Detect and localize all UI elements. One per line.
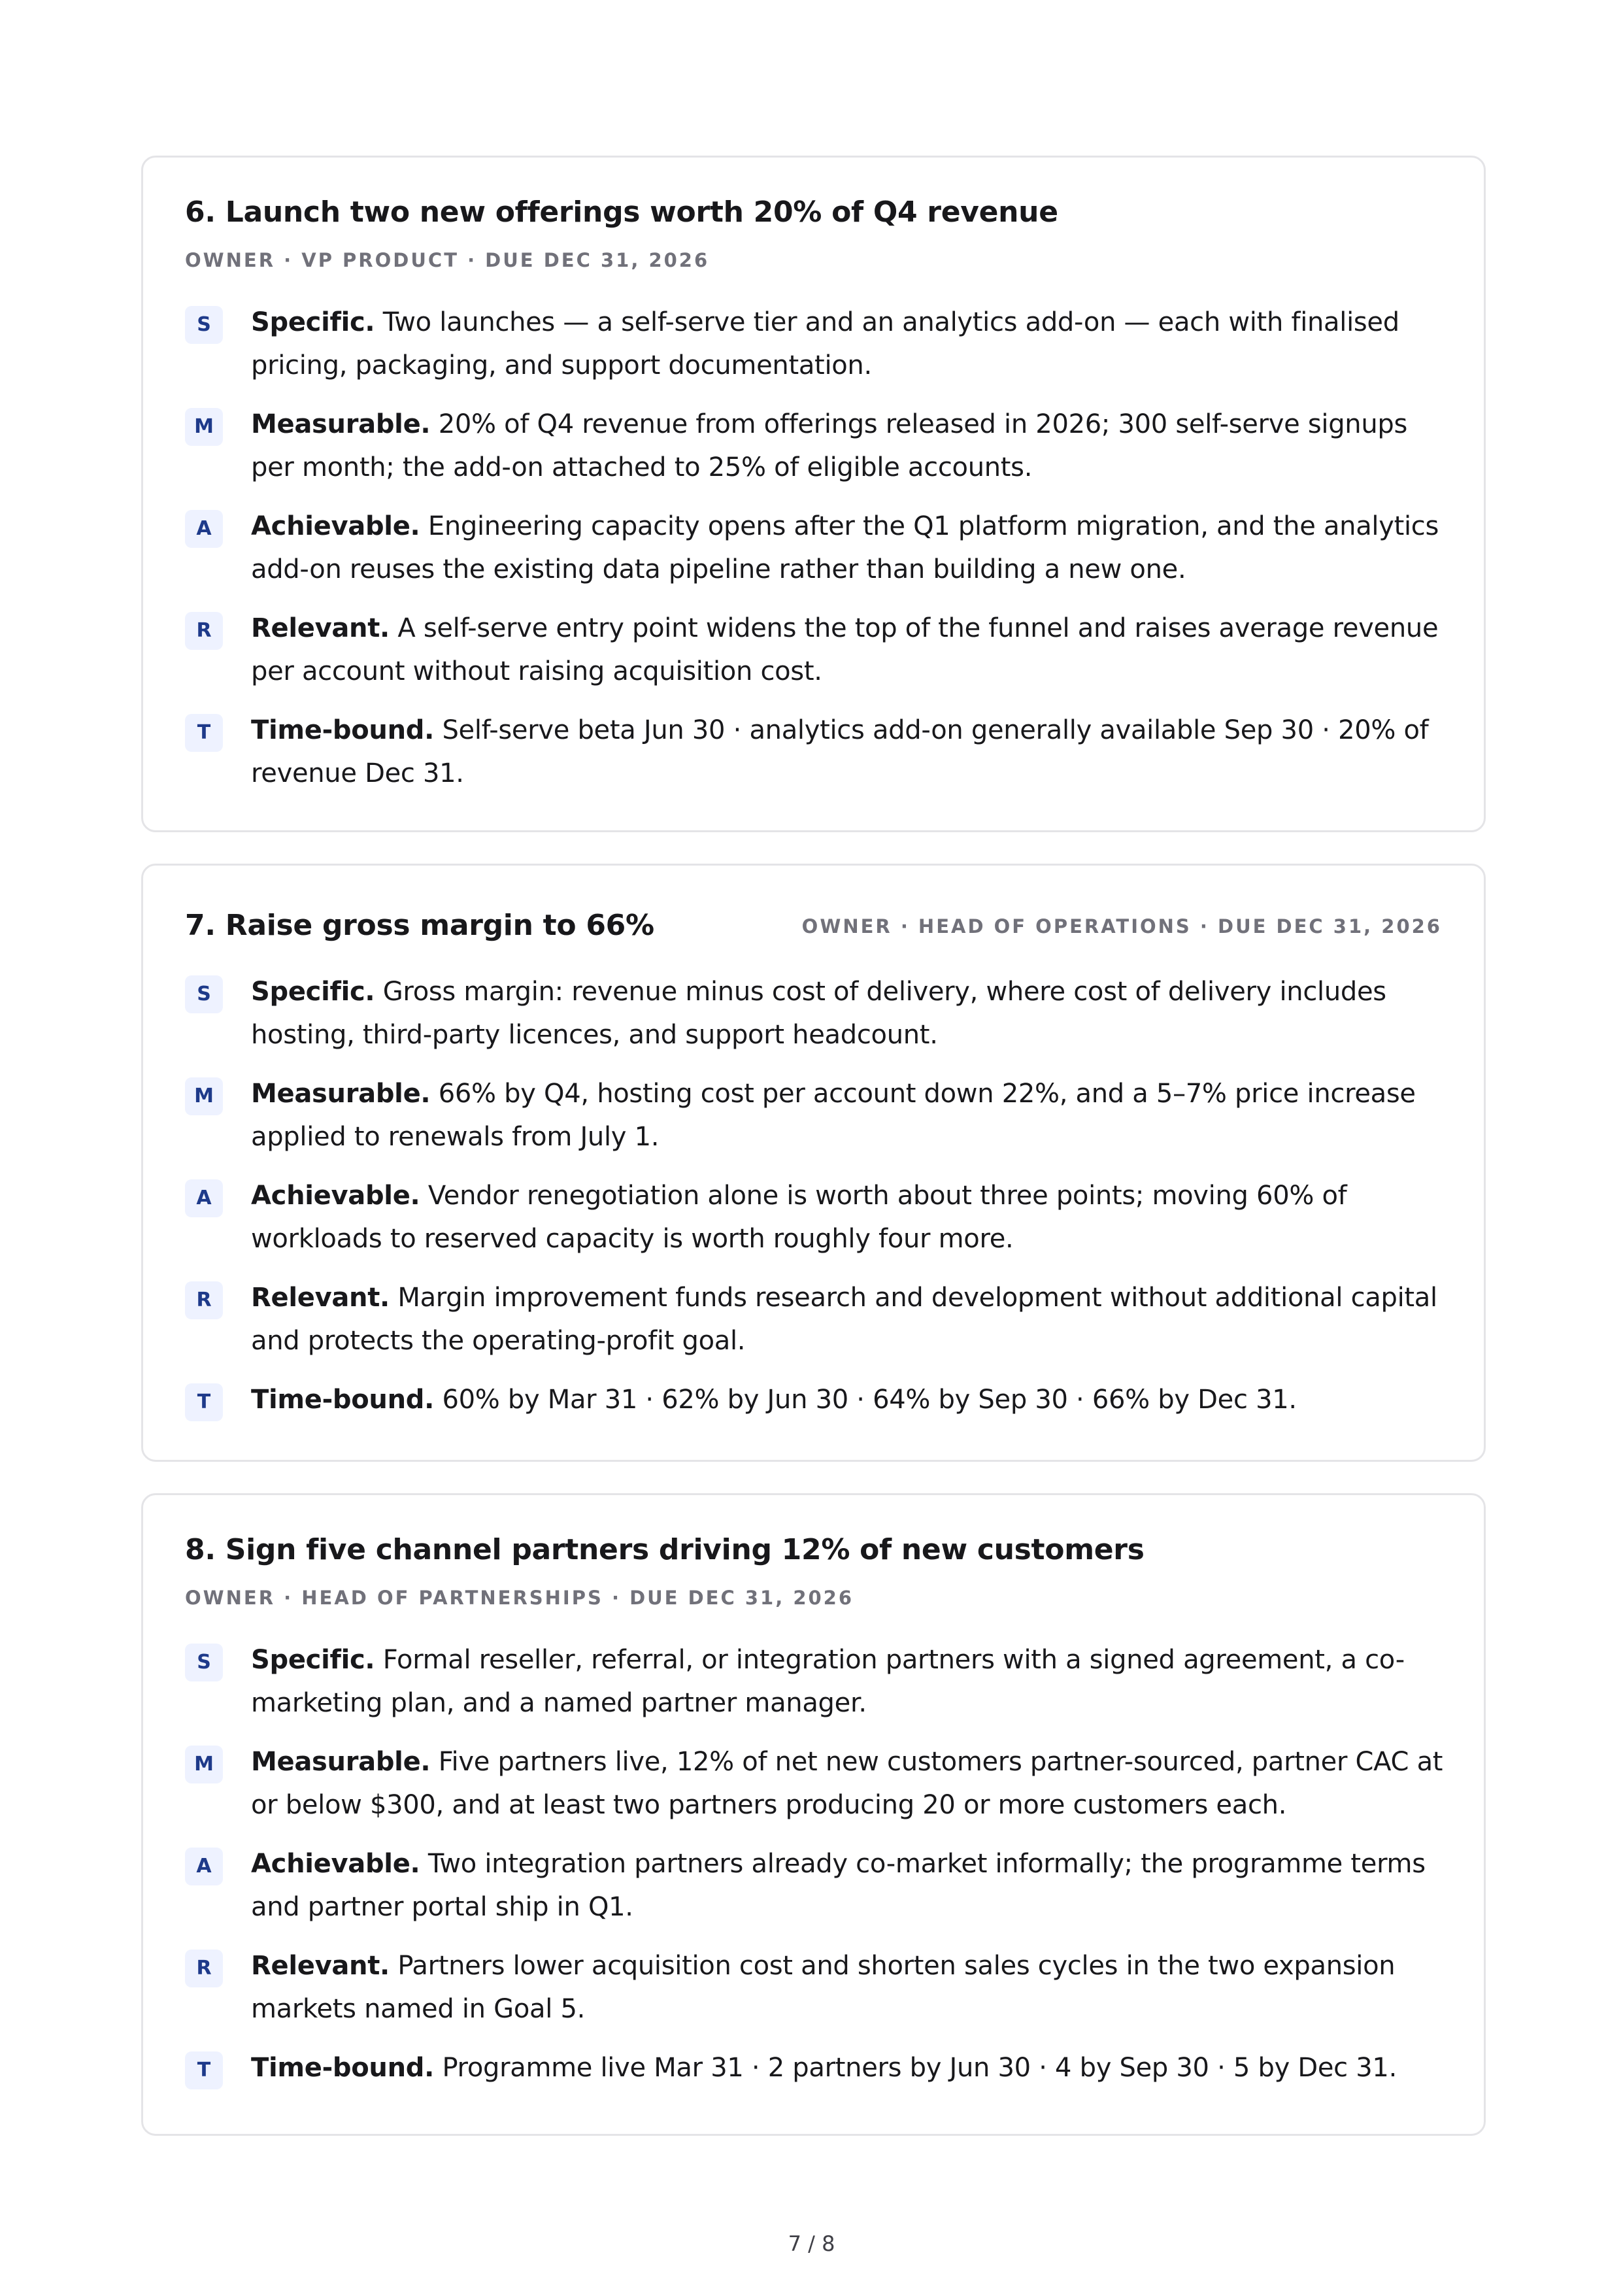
item-text: 66% by Q4, hosting cost per account down 22%, and a 5–7% price increase applied to renewals from July 1. bbox=[251, 1079, 1416, 1152]
item-label: Time-bound. bbox=[251, 715, 435, 745]
smart-item-time-bound bbox=[185, 1378, 1447, 1421]
letter-badge: S bbox=[185, 306, 223, 344]
letter-badge: A bbox=[185, 1179, 223, 1217]
goal-meta: OWNER · VP PRODUCT · DUE DEC 31, 2026 bbox=[185, 249, 710, 271]
item-text: Partners lower acquisition cost and shorten sales cycles in the two expansion markets named in Goal 5. bbox=[251, 1951, 1396, 2024]
item-text: Programme live Mar 31 · 2 partners by Jun 30 · 4 by Sep 30 · 5 by Dec 31. bbox=[442, 2053, 1397, 2083]
smart-item-relevant bbox=[185, 1276, 1447, 1362]
smart-item-measurable bbox=[185, 1740, 1447, 1827]
letter-badge: T bbox=[185, 2051, 223, 2089]
item-text: Gross margin: revenue minus cost of delivery, where cost of delivery includes hosting, third-party licences, and support headcount. bbox=[251, 977, 1386, 1050]
letter-badge: M bbox=[185, 408, 223, 446]
letter-badge: M bbox=[185, 1746, 223, 1783]
letter-badge: S bbox=[185, 975, 223, 1013]
item-label: Specific. bbox=[251, 1645, 375, 1675]
goal-card-7 bbox=[141, 864, 1486, 1462]
item-text: A self-serve entry point widens the top of the funnel and raises average revenue per account without raising acquisition cost. bbox=[251, 613, 1439, 686]
item-label: Specific. bbox=[251, 307, 375, 337]
goal-meta: OWNER · HEAD OF PARTNERSHIPS · DUE DEC 31, 2026 bbox=[185, 1587, 854, 1609]
letter-badge: A bbox=[185, 510, 223, 548]
smart-item-achievable bbox=[185, 1174, 1447, 1260]
letter-badge: R bbox=[185, 1950, 223, 1987]
item-text: 60% by Mar 31 · 62% by Jun 30 · 64% by Sep 30 · 66% by Dec 31. bbox=[442, 1385, 1297, 1415]
smart-item-specific bbox=[185, 301, 1447, 387]
goal-card-6 bbox=[141, 156, 1486, 832]
smart-item-measurable bbox=[185, 403, 1447, 489]
goal-meta: OWNER · HEAD OF OPERATIONS · DUE DEC 31, 2026 bbox=[801, 915, 1442, 937]
smart-item-specific bbox=[185, 1638, 1447, 1725]
letter-badge: R bbox=[185, 612, 223, 650]
item-label: Measurable. bbox=[251, 1747, 431, 1777]
item-text: Engineering capacity opens after the Q1 platform migration, and the analytics add-on reuses the existing data pipeline rather than building a new one. bbox=[251, 511, 1439, 584]
item-label: Achievable. bbox=[251, 1181, 420, 1211]
goal-card-8 bbox=[141, 1493, 1486, 2136]
smart-item-measurable bbox=[185, 1072, 1447, 1158]
letter-badge: T bbox=[185, 714, 223, 752]
smart-item-time-bound bbox=[185, 2046, 1447, 2089]
item-text: Two integration partners already co-market informally; the programme terms and partner portal ship in Q1. bbox=[251, 1849, 1426, 1922]
page-number: 7 / 8 bbox=[788, 2231, 835, 2256]
item-label: Measurable. bbox=[251, 409, 431, 439]
item-label: Achievable. bbox=[251, 511, 420, 541]
smart-item-specific bbox=[185, 970, 1447, 1056]
item-text: Self-serve beta Jun 30 · analytics add-on generally available Sep 30 · 20% of revenue Dec 31. bbox=[251, 715, 1429, 788]
letter-badge: M bbox=[185, 1077, 223, 1115]
item-label: Relevant. bbox=[251, 1283, 390, 1313]
item-label: Specific. bbox=[251, 977, 375, 1007]
item-label: Relevant. bbox=[251, 1951, 390, 1981]
item-text: Margin improvement funds research and development without additional capital and protects the operating-profit goal. bbox=[251, 1283, 1437, 1356]
item-text: Vendor renegotiation alone is worth about three points; moving 60% of workloads to reserved capacity is worth roughly four more. bbox=[251, 1181, 1347, 1254]
item-label: Measurable. bbox=[251, 1079, 431, 1109]
goal-title: 6. Launch two new offerings worth 20% of Q4 revenue bbox=[185, 195, 1058, 229]
item-text: Five partners live, 12% of net new customers partner-sourced, partner CAC at or below $300, and at least two partners producing 20 or more customers each. bbox=[251, 1747, 1443, 1820]
smart-item-achievable bbox=[185, 1842, 1447, 1929]
item-text: 20% of Q4 revenue from offerings released in 2026; 300 self-serve signups per month; the add-on attached to 25% of eligible accounts. bbox=[251, 409, 1408, 482]
goal-title: 8. Sign five channel partners driving 12% of new customers bbox=[185, 1533, 1145, 1566]
item-text: Two launches — a self-serve tier and an analytics add-on — each with finalised pricing, packaging, and support documentation. bbox=[251, 307, 1399, 380]
smart-item-time-bound bbox=[185, 709, 1447, 795]
item-label: Relevant. bbox=[251, 613, 390, 643]
smart-item-achievable bbox=[185, 505, 1447, 591]
letter-badge: R bbox=[185, 1281, 223, 1319]
goal-title: 7. Raise gross margin to 66% bbox=[185, 909, 654, 942]
item-text: Formal reseller, referral, or integration partners with a signed agreement, a co-marketing plan, and a named partner manager. bbox=[251, 1645, 1405, 1718]
item-label: Time-bound. bbox=[251, 2053, 435, 2083]
letter-badge: S bbox=[185, 1644, 223, 1681]
item-label: Time-bound. bbox=[251, 1385, 435, 1415]
letter-badge: A bbox=[185, 1848, 223, 1885]
item-label: Achievable. bbox=[251, 1849, 420, 1879]
smart-item-relevant bbox=[185, 1944, 1447, 2031]
smart-item-relevant bbox=[185, 607, 1447, 693]
letter-badge: T bbox=[185, 1383, 223, 1421]
